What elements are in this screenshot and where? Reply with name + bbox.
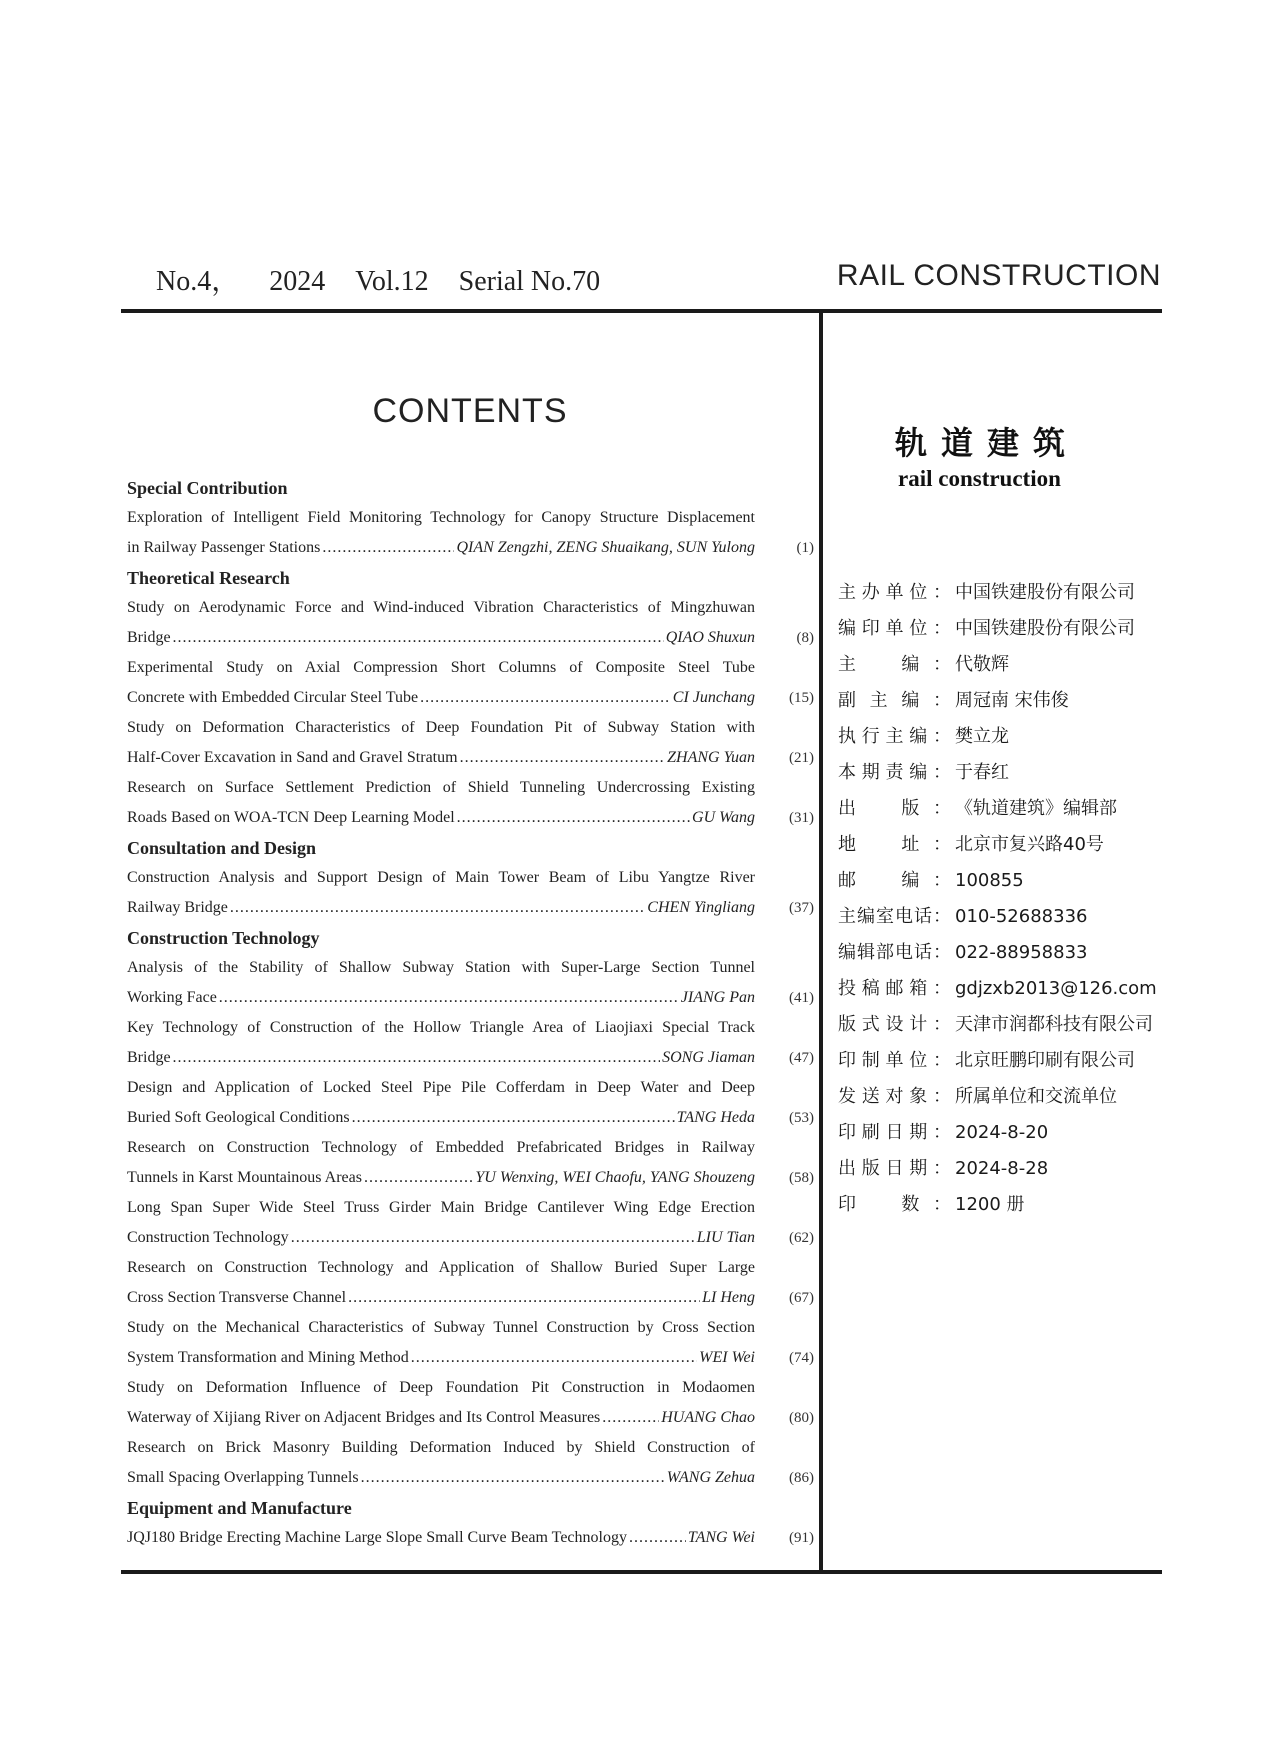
dot-leader xyxy=(173,623,664,653)
info-label: 主编室电话： xyxy=(838,906,951,927)
info-row xyxy=(838,575,1158,611)
info-value: 1200 册 xyxy=(955,1194,1025,1215)
toc-entry[interactable] xyxy=(127,1313,814,1373)
publication-info xyxy=(838,575,1158,1223)
entry-title-line1: Study on Aerodynamic Force and Wind-induced Vibration Characteristics of Mingzhuwan xyxy=(127,599,755,616)
info-value: 022-88958833 xyxy=(955,942,1088,963)
entry-authors: WANG Zehua xyxy=(666,1469,755,1486)
entry-authors: TANG Wei xyxy=(687,1529,755,1546)
issue-volume: Vol.12 xyxy=(355,266,429,297)
issue-year: 2024 xyxy=(269,266,326,297)
info-value: 100855 xyxy=(955,870,1024,891)
toc-entry[interactable] xyxy=(127,1373,814,1433)
entry-page-number: (15) xyxy=(789,690,814,706)
info-label: 地 址： xyxy=(838,834,951,855)
toc-entry[interactable] xyxy=(127,593,814,653)
dot-leader xyxy=(411,1343,697,1373)
info-row xyxy=(838,971,1158,1007)
info-row xyxy=(838,1079,1158,1115)
entry-authors: LIU Tian xyxy=(696,1229,755,1246)
info-row xyxy=(838,1151,1158,1187)
info-label: 印制单位： xyxy=(838,1050,951,1071)
entry-title-end: Construction Technology xyxy=(127,1229,289,1246)
section-heading: Theoretical Research xyxy=(127,568,290,588)
page-header xyxy=(121,253,1161,297)
info-value: 010-52688336 xyxy=(955,906,1088,927)
info-value: 中国铁建股份有限公司 xyxy=(955,618,1135,639)
info-value: 2024-8-20 xyxy=(955,1122,1049,1143)
dot-leader xyxy=(219,983,679,1013)
entry-page-number: (37) xyxy=(789,900,814,916)
info-value: 北京旺鹏印刷有限公司 xyxy=(955,1050,1135,1071)
entry-title-line1: Long Span Super Wide Steel Truss Girder Main Bridge Cantilever Wing Edge Erection xyxy=(127,1199,755,1216)
entry-title-end: Half-Cover Excavation in Sand and Gravel Stratum xyxy=(127,749,458,766)
info-value: 《轨道建筑》编辑部 xyxy=(955,798,1117,819)
info-row xyxy=(838,647,1158,683)
entry-title-end: Cross Section Transverse Channel xyxy=(127,1289,347,1306)
info-label: 副主编： xyxy=(838,690,951,711)
entry-authors: SONG Jiaman xyxy=(662,1049,755,1066)
entry-title-line1: Experimental Study on Axial Compression Short Columns of Composite Steel Tube xyxy=(127,659,755,676)
entry-authors: TANG Heda xyxy=(676,1109,755,1126)
entry-page-number: (67) xyxy=(789,1290,814,1306)
toc-entry[interactable] xyxy=(127,953,814,1013)
toc-entry[interactable] xyxy=(127,1253,814,1313)
dot-leader xyxy=(348,1283,700,1313)
entry-authors: ZHANG Yuan xyxy=(667,749,755,766)
info-label: 出版日期： xyxy=(838,1158,951,1179)
entry-title-line2 xyxy=(127,1163,755,1193)
entry-title-line2 xyxy=(127,1043,755,1073)
entry-title-line2 xyxy=(127,743,755,773)
entry-page-number: (74) xyxy=(789,1350,814,1366)
info-row xyxy=(838,791,1158,827)
entry-page-number: (31) xyxy=(789,810,814,826)
info-row xyxy=(838,683,1158,719)
entry-title-line2 xyxy=(127,1523,755,1553)
contents-heading: CONTENTS xyxy=(372,392,568,430)
entry-authors: YU Wenxing, WEI Chaofu, YANG Shouzeng xyxy=(475,1169,755,1186)
toc-entry[interactable] xyxy=(127,503,814,563)
info-label: 邮 编： xyxy=(838,870,951,891)
entry-authors: CHEN Yingliang xyxy=(647,899,755,916)
info-value: 北京市复兴路40号 xyxy=(955,834,1104,855)
entry-title-line2 xyxy=(127,623,755,653)
section-heading: Equipment and Manufacture xyxy=(127,1498,352,1518)
info-value: 樊立龙 xyxy=(955,726,1009,747)
entry-authors: QIAO Shuxun xyxy=(665,629,755,646)
entry-title-end: JQJ180 Bridge Erecting Machine Large Slope Small Curve Beam Technology xyxy=(127,1529,627,1546)
info-label: 本期责编： xyxy=(838,762,951,783)
section-heading: Special Contribution xyxy=(127,478,288,498)
toc-entry[interactable] xyxy=(127,1133,814,1193)
column-divider xyxy=(819,311,823,1573)
entry-page-number: (8) xyxy=(796,630,814,646)
info-value: 所属单位和交流单位 xyxy=(955,1086,1117,1107)
section-heading: Construction Technology xyxy=(127,928,320,948)
toc-entry[interactable] xyxy=(127,1193,814,1253)
info-row xyxy=(838,1043,1158,1079)
entry-title-end: Railway Bridge xyxy=(127,899,228,916)
issue-serial: Serial No.70 xyxy=(458,266,601,297)
dot-leader xyxy=(629,1523,686,1553)
dot-leader xyxy=(420,683,671,713)
entry-title-line1: Research on Construction Technology and Application of Shallow Buried Super Large xyxy=(127,1259,755,1276)
journal-title-english: rail construction xyxy=(898,466,1061,491)
info-row xyxy=(838,1007,1158,1043)
entry-title-line2 xyxy=(127,1343,755,1373)
entry-title-line2 xyxy=(127,1403,755,1433)
entry-title-line2 xyxy=(127,533,755,563)
entry-authors: CI Junchang xyxy=(672,689,755,706)
dot-leader xyxy=(460,743,666,773)
dot-leader xyxy=(361,1463,665,1493)
info-row xyxy=(838,1115,1158,1151)
info-label: 印 数： xyxy=(838,1194,951,1215)
entry-title-line2 xyxy=(127,1103,755,1133)
dot-leader xyxy=(230,893,645,923)
entry-authors: QIAN Zengzhi, ZENG Shuaikang, SUN Yulong xyxy=(456,539,755,556)
toc-entry[interactable] xyxy=(127,1073,814,1133)
section-heading: Consultation and Design xyxy=(127,838,317,858)
entry-title-line2 xyxy=(127,983,755,1013)
toc-entry[interactable] xyxy=(127,863,814,923)
entry-page-number: (1) xyxy=(796,540,814,556)
entry-title-line1: Study on Deformation Characteristics of Deep Foundation Pit of Subway Station with xyxy=(127,719,755,736)
entry-title-line1: Exploration of Intelligent Field Monitoring Technology for Canopy Structure Displacement xyxy=(127,509,755,526)
dot-leader xyxy=(322,533,454,563)
info-label: 编印单位： xyxy=(838,618,951,639)
toc-entry[interactable] xyxy=(127,1523,814,1553)
info-row xyxy=(838,827,1158,863)
entry-title-line1: Construction Analysis and Support Design of Main Tower Beam of Libu Yangtze River xyxy=(127,869,755,886)
entry-page-number: (41) xyxy=(789,990,814,1006)
entry-title-end: Bridge xyxy=(127,1049,171,1066)
entry-page-number: (47) xyxy=(789,1050,814,1066)
dot-leader xyxy=(364,1163,473,1193)
toc-entry[interactable] xyxy=(127,713,814,773)
info-label: 主办单位： xyxy=(838,582,951,603)
entry-title-line2 xyxy=(127,803,755,833)
entry-title-line1: Study on the Mechanical Characteristics of Subway Tunnel Construction by Cross Section xyxy=(127,1319,755,1336)
top-rule xyxy=(121,309,1162,313)
toc-entry[interactable] xyxy=(127,1013,814,1073)
table-of-contents xyxy=(127,473,814,1553)
entry-authors: GU Wang xyxy=(692,809,755,826)
entry-title-line1: Study on Deformation Influence of Deep Foundation Pit Construction in Modaomen xyxy=(127,1379,755,1396)
toc-entry[interactable] xyxy=(127,1433,814,1493)
info-row xyxy=(838,935,1158,971)
entry-title-end: Small Spacing Overlapping Tunnels xyxy=(127,1469,359,1486)
info-row xyxy=(838,1187,1158,1223)
entry-page-number: (62) xyxy=(789,1230,814,1246)
info-row xyxy=(838,863,1158,899)
issue-number: No.4， xyxy=(156,266,240,297)
entry-title-line2 xyxy=(127,683,755,713)
info-label: 印刷日期： xyxy=(838,1122,951,1143)
entry-title-end: Tunnels in Karst Mountainous Areas xyxy=(127,1169,362,1186)
journal-name-header: RAIL CONSTRUCTION xyxy=(836,259,1161,292)
issue-info xyxy=(156,259,630,299)
entry-title-end: System Transformation and Mining Method xyxy=(127,1349,409,1366)
entry-authors: JIANG Pan xyxy=(680,989,755,1006)
info-label: 投稿邮箱： xyxy=(838,978,951,999)
info-label: 主 编： xyxy=(838,654,951,675)
toc-entry[interactable] xyxy=(127,653,814,713)
entry-page-number: (53) xyxy=(789,1110,814,1126)
entry-page-number: (21) xyxy=(789,750,814,766)
toc-entry[interactable] xyxy=(127,773,814,833)
info-value: 中国铁建股份有限公司 xyxy=(955,582,1135,603)
bottom-rule xyxy=(121,1570,1162,1574)
entry-authors: LI Heng xyxy=(702,1289,755,1306)
info-label: 编辑部电话： xyxy=(838,942,951,963)
entry-title-line2 xyxy=(127,1223,755,1253)
dot-leader xyxy=(291,1223,695,1253)
entry-page-number: (86) xyxy=(789,1470,814,1486)
info-value: 周冠南 宋伟俊 xyxy=(955,690,1069,711)
entry-title-end: Waterway of Xijiang River on Adjacent Bridges and Its Control Measures xyxy=(127,1409,601,1426)
entry-title-line1: Research on Surface Settlement Prediction of Shield Tunneling Undercrossing Existing xyxy=(127,779,755,796)
entry-authors: WEI Wei xyxy=(699,1349,755,1366)
info-row xyxy=(838,611,1158,647)
info-label: 执行主编： xyxy=(838,726,951,747)
entry-authors: HUANG Chao xyxy=(661,1409,755,1426)
entry-page-number: (80) xyxy=(789,1410,814,1426)
entry-page-number: (58) xyxy=(789,1170,814,1186)
entry-title-end: in Railway Passenger Stations xyxy=(127,539,321,556)
entry-title-end: Buried Soft Geological Conditions xyxy=(127,1109,350,1126)
entry-title-end: Concrete with Embedded Circular Steel Tube xyxy=(127,689,419,706)
entry-title-end: Roads Based on WOA-TCN Deep Learning Model xyxy=(127,809,455,826)
info-row xyxy=(838,755,1158,791)
entry-title-end: Bridge xyxy=(127,629,171,646)
entry-title-line1: Research on Construction Technology of Embedded Prefabricated Bridges in Railway xyxy=(127,1139,755,1156)
info-value: gdjzxb2013@126.com xyxy=(955,978,1157,999)
info-label: 出 版： xyxy=(838,798,951,819)
entry-title-line1: Analysis of the Stability of Shallow Subway Station with Super-Large Section Tunnel xyxy=(127,959,755,976)
info-value: 2024-8-28 xyxy=(955,1158,1049,1179)
entry-title-line1: Key Technology of Construction of the Hollow Triangle Area of Liaojiaxi Special Track xyxy=(127,1019,755,1036)
entry-title-line2 xyxy=(127,1283,755,1313)
info-row xyxy=(838,719,1158,755)
info-value: 于春红 xyxy=(955,762,1009,783)
dot-leader xyxy=(602,1403,659,1433)
entry-title-line2 xyxy=(127,893,755,923)
info-value: 天津市润都科技有限公司 xyxy=(955,1014,1153,1035)
info-value: 代敬辉 xyxy=(955,654,1009,675)
entry-title-line2 xyxy=(127,1463,755,1493)
entry-page-number: (91) xyxy=(789,1530,814,1546)
dot-leader xyxy=(173,1043,661,1073)
dot-leader xyxy=(457,803,690,833)
entry-title-line1: Research on Brick Masonry Building Deformation Induced by Shield Construction of xyxy=(127,1439,755,1456)
entry-title-end: Working Face xyxy=(127,989,217,1006)
info-row xyxy=(838,899,1158,935)
info-label: 版式设计： xyxy=(838,1014,951,1035)
info-label: 发送对象： xyxy=(838,1086,951,1107)
entry-title-line1: Design and Application of Locked Steel Pipe Pile Cofferdam in Deep Water and Deep xyxy=(127,1079,755,1096)
dot-leader xyxy=(352,1103,675,1133)
journal-title-chinese: 轨道建筑 xyxy=(895,424,1080,462)
